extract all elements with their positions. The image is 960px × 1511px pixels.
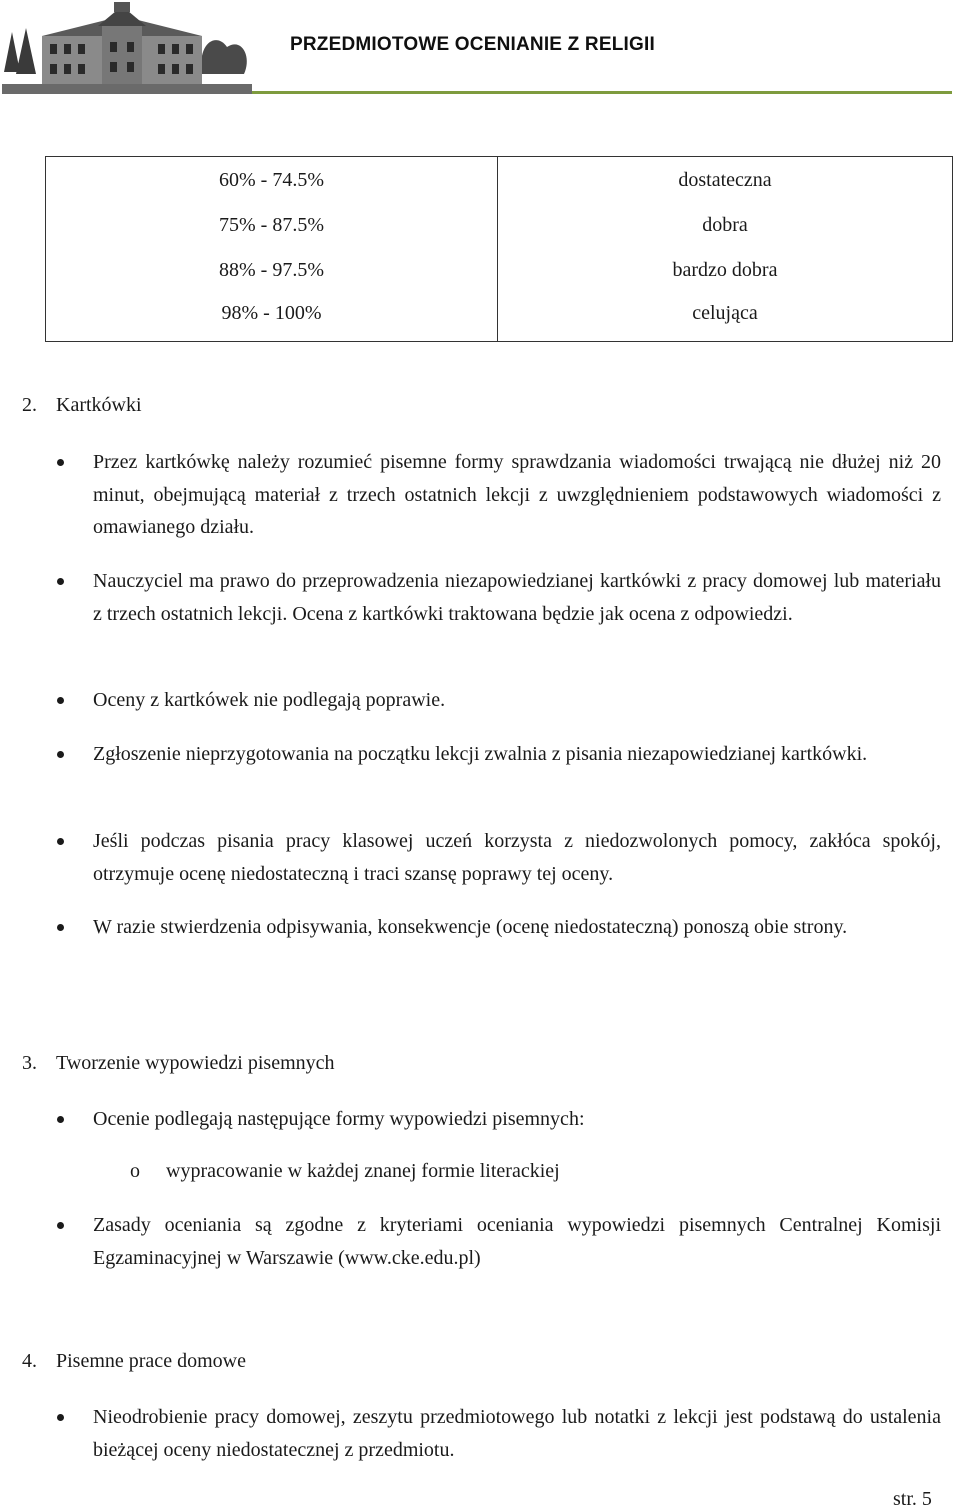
section-number: 4. xyxy=(22,1350,37,1372)
header-rule xyxy=(252,91,952,94)
list-item: Nieodrobienie pracy domowej, zeszytu przedmiotowego lub notatki z lekcji jest podstawą do ustalenia bieżącej oceny niedostatecznej z przedmiotu. xyxy=(93,1401,941,1466)
table-row xyxy=(46,157,953,342)
percent-range-cell: 75% - 87.5% xyxy=(219,214,324,236)
list-item: Ocenie podlegają następujące formy wypowiedzi pisemnych: xyxy=(93,1103,941,1136)
list-item: Zgłoszenie nieprzygotowania na początku lekcji zwalnia z pisania niezapowiedzianej kartkówki. xyxy=(93,738,941,771)
list-item: Jeśli podczas pisania pracy klasowej uczeń korzysta z niedozwolonych pomocy, zakłóca spokój, otrzymuje ocenę niedostateczną i traci szansę poprawy tej oceny. xyxy=(93,825,941,890)
percent-range-cell: 60% - 74.5% xyxy=(219,169,324,191)
list-item: W razie stwierdzenia odpisywania, konsekwencje (ocenę niedostateczną) ponoszą obie strony. xyxy=(93,911,941,944)
grade-column xyxy=(498,157,953,342)
school-building-logo xyxy=(2,2,252,94)
page-title: PRZEDMIOTOWE OCENIANIE Z RELIGII xyxy=(290,34,655,55)
grade-cell: dobra xyxy=(702,214,748,236)
grade-scale-table xyxy=(45,156,953,342)
section-title: Tworzenie wypowiedzi pisemnych xyxy=(56,1052,335,1074)
section-heading-kartkowki xyxy=(22,394,142,417)
section-number: 3. xyxy=(22,1052,37,1074)
grade-cell: bardzo dobra xyxy=(672,259,778,281)
page-number: str. 5 xyxy=(893,1488,932,1510)
grade-cell: dostateczna xyxy=(678,169,772,191)
sub-list-item: wypracowanie w każdej znanej formie literackiej xyxy=(166,1160,560,1182)
percent-range-column xyxy=(46,157,498,342)
list-item: Zasady oceniania są zgodne z kryteriami oceniania wypowiedzi pisemnych Centralnej Komisji Egzaminacyjnej w Warszawie (www.cke.edu.pl) xyxy=(93,1209,941,1274)
page-header xyxy=(0,0,960,100)
section-heading-prace-domowe xyxy=(22,1350,246,1373)
sub-list-marker: o xyxy=(130,1160,140,1182)
list-item: Nauczyciel ma prawo do przeprowadzenia niezapowiedzianej kartkówki z pracy domowej lub materiału z trzech ostatnich lekcji. Ocena z kartkówki traktowana będzie jak ocena z odpowiedzi. xyxy=(93,565,941,630)
section-number: 2. xyxy=(22,394,37,416)
list-item: Przez kartkówkę należy rozumieć pisemne formy sprawdzania wiadomości trwającą nie dłużej niż 20 minut, obejmującą materiał z trzech ostatnich lekcji z uwzględnieniem podstawowych wiadomości z omawianego działu. xyxy=(93,446,941,544)
percent-range-cell: 98% - 100% xyxy=(221,302,322,324)
grade-cell: celująca xyxy=(692,302,758,324)
section-title: Kartkówki xyxy=(56,394,142,416)
list-item: Oceny z kartkówek nie podlegają poprawie. xyxy=(93,684,941,717)
section-heading-wypowiedzi xyxy=(22,1052,335,1075)
section-title: Pisemne prace domowe xyxy=(56,1350,246,1372)
percent-range-cell: 88% - 97.5% xyxy=(219,259,324,281)
